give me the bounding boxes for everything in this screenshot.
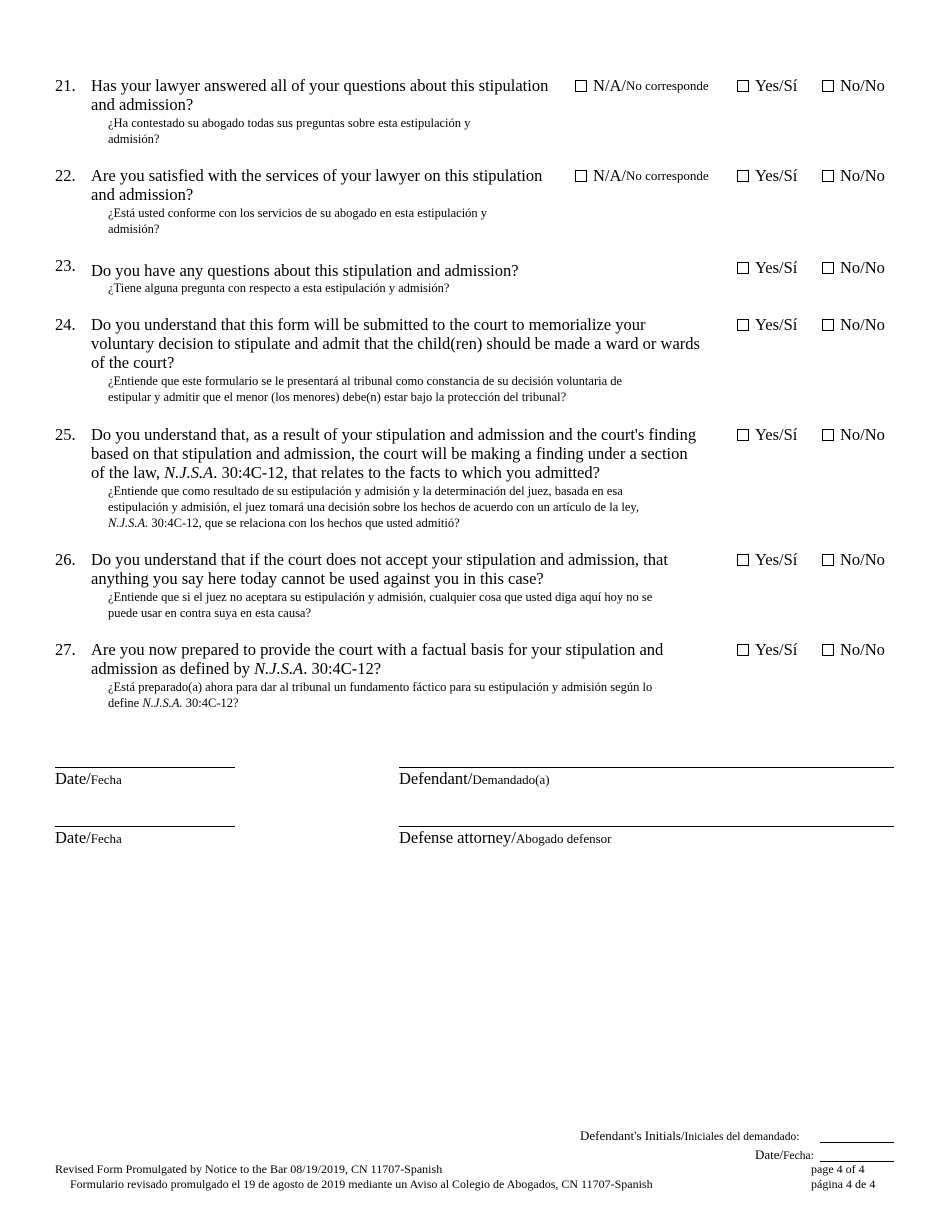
question-22 xyxy=(55,166,897,241)
no-checkbox[interactable]: No/No xyxy=(822,166,885,186)
question-text-en: Do you have any questions about this stipulation and admission? xyxy=(91,261,519,280)
no-checkbox[interactable]: No/No xyxy=(822,258,885,278)
page-number: page 4 of 4 xyxy=(811,1162,865,1176)
question-number: 27. xyxy=(55,640,76,659)
question-text-es: ¿Ha contestado su abogado todas sus preguntas sobre esta estipulación y admisión? xyxy=(108,116,471,146)
question-23 xyxy=(55,258,897,298)
revised-form-notice: Revised Form Promulgated by Notice to the Bar 08/19/2019, CN 11707-Spanish xyxy=(55,1162,443,1176)
checkbox-icon xyxy=(822,319,834,331)
na-checkbox[interactable]: N/A/ No corresponde xyxy=(575,166,709,186)
question-text-en: Are you satisfied with the services of your lawyer on this stipulation and admission? xyxy=(91,166,543,204)
checkbox-icon xyxy=(737,80,749,92)
no-checkbox[interactable]: No/No xyxy=(822,550,885,570)
checkbox-icon xyxy=(822,170,834,182)
initials-line[interactable] xyxy=(820,1142,894,1143)
date-signature-line-1[interactable] xyxy=(55,767,235,768)
question-number: 26. xyxy=(55,550,76,569)
initials-label: Defendant's Initials/Iniciales del demandado: xyxy=(580,1128,800,1143)
defendant-signature-line[interactable] xyxy=(399,767,894,768)
yes-checkbox[interactable]: Yes/Sí xyxy=(737,166,797,186)
question-number: 24. xyxy=(55,315,76,334)
question-text-es: ¿Entiende que si el juez no aceptara su estipulación y admisión, cualquier cosa que usted diga aquí hoy no se puede usar en contra suya en esta causa? xyxy=(108,590,653,620)
checkbox-icon xyxy=(822,554,834,566)
question-text-es: ¿Tiene alguna pregunta con respecto a esta estipulación y admisión? xyxy=(108,281,450,295)
no-checkbox[interactable]: No/No xyxy=(822,425,885,445)
checkbox-icon xyxy=(575,170,587,182)
revised-form-notice-es: Formulario revisado promulgado el 19 de agosto de 2019 mediante un Aviso al Colegio de Abogados, CN 11707-Spanish xyxy=(70,1177,653,1191)
date-signature-line-2[interactable] xyxy=(55,826,235,827)
no-checkbox[interactable]: No/No xyxy=(822,315,885,335)
defendant-label: Defendant/Demandado(a) xyxy=(399,769,550,788)
yes-checkbox[interactable]: Yes/Sí xyxy=(737,315,797,335)
question-text-en: Do you understand that, as a result of your stipulation and admission and the court's finding based on that stipulation and admission, the court will be making a finding under a section of the law, N.J.S.A. 30:4C-12, that relates to the facts to which you admitted? xyxy=(91,425,697,482)
yes-checkbox[interactable]: Yes/Sí xyxy=(737,425,797,445)
defense-attorney-label: Defense attorney/Abogado defensor xyxy=(399,828,612,847)
question-number: 25. xyxy=(55,425,76,444)
checkbox-icon xyxy=(737,554,749,566)
checkbox-icon xyxy=(822,262,834,274)
yes-checkbox[interactable]: Yes/Sí xyxy=(737,550,797,570)
question-26 xyxy=(55,550,897,622)
question-25 xyxy=(55,425,897,533)
question-number: 22. xyxy=(55,166,76,185)
question-text-en: Has your lawyer answered all of your questions about this stipulation and admission? xyxy=(91,76,549,114)
question-text-en: Do you understand that if the court does not accept your stipulation and admission, that anything you say here today cannot be used against you in this case? xyxy=(91,550,668,588)
date-label-1: Date/Fecha xyxy=(55,769,122,788)
checkbox-icon xyxy=(822,429,834,441)
question-21 xyxy=(55,76,897,151)
question-text-es: ¿Está preparado(a) ahora para dar al tribunal un fundamento fáctico para su estipulación y admisión según lo define N.J.S.A. 30:4C-12? xyxy=(108,680,653,710)
checkbox-icon xyxy=(737,644,749,656)
question-text-en: Do you understand that this form will be submitted to the court to memorialize your voluntary decision to stipulate and admit that the child(ren) should be made a ward or wards of the court? xyxy=(91,315,700,372)
question-text-es: ¿Está usted conforme con los servicios de su abogado en esta estipulación y admisión? xyxy=(108,206,488,236)
checkbox-icon xyxy=(737,262,749,274)
question-number: 21. xyxy=(55,76,76,95)
yes-checkbox[interactable]: Yes/Sí xyxy=(737,76,797,96)
no-checkbox[interactable]: No/No xyxy=(822,640,885,660)
yes-checkbox[interactable]: Yes/Sí xyxy=(737,640,797,660)
question-24 xyxy=(55,315,897,407)
attorney-signature-line[interactable] xyxy=(399,826,894,827)
checkbox-icon xyxy=(575,80,587,92)
question-number: 23. xyxy=(55,256,76,275)
page-number-es: página 4 de 4 xyxy=(811,1177,876,1191)
question-text-en: Are you now prepared to provide the court with a factual basis for your stipulation and admission as defined by N.J.S.A. 30:4C-12? xyxy=(91,640,664,678)
na-checkbox[interactable]: N/A/ No corresponde xyxy=(575,76,709,96)
no-checkbox[interactable]: No/No xyxy=(822,76,885,96)
footer-date-label: Date/Fecha: xyxy=(755,1147,814,1162)
checkbox-icon xyxy=(822,644,834,656)
checkbox-icon xyxy=(737,170,749,182)
checkbox-icon xyxy=(822,80,834,92)
checkbox-icon xyxy=(737,319,749,331)
question-text-es: ¿Entiende que este formulario se le presentará al tribunal como constancia de su decisión voluntaria de estipular y admitir que el menor (los menores) debe(n) estar bajo la protección del tribunal? xyxy=(108,374,623,404)
question-text-es: ¿Entiende que como resultado de su estipulación y admisión y la determinación del juez, basada en esa estipulación y admisión, el juez tomará una decisión sobre los hechos de acuerdo con un artículo de la ley, N.J.S.A. 30:4C-12, que se relaciona con los hechos que usted admitió? xyxy=(108,484,639,530)
checkbox-icon xyxy=(737,429,749,441)
question-27 xyxy=(55,640,897,712)
date-label-2: Date/Fecha xyxy=(55,828,122,847)
yes-checkbox[interactable]: Yes/Sí xyxy=(737,258,797,278)
